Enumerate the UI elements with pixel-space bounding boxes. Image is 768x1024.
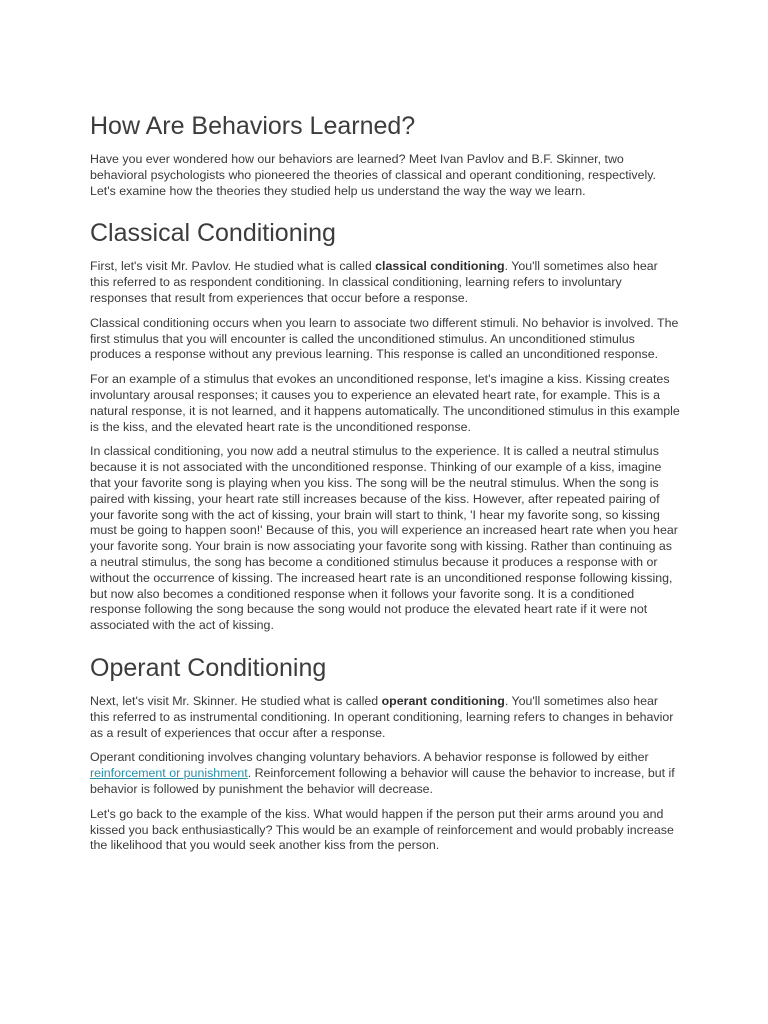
- classical-paragraph-4: In classical conditioning, you now add a neutral stimulus to the experience. It is called a neutral stimulus because it is not associated with the unconditioned response. Thinking of our example of a kiss, imagine that your favorite song is playing when you kiss. The song will be the neutral stimulus. When the song is paired with kissing, your heart rate still increases because of the kiss. However, after repeated pairing of your favorite song with the act of kissing, your brain will start to think, 'I hear my favorite song, so kissing must be going to happen soon!' Because of this, you will experience an increased heart rate when you hear your favorite song. Your brain is now associating your favorite song with kissing. Rather than continuing as a neutral stimulus, the song has become a conditioned stimulus because it produces a response with or without the occurrence of kissing. The increased heart rate is an unconditioned response following kissing, but now also becomes a conditioned response when it follows your favorite song. It is a conditioned response following the song because the song would not produce the elevated heart rate if it were not associated with the act of kissing.: [90, 444, 678, 633]
- classical-paragraph-1: [90, 259, 680, 306]
- classical-p1-text-before: First, let's visit Mr. Pavlov. He studied what is called: [90, 259, 376, 274]
- classical-conditioning-heading: Classical Conditioning: [90, 219, 336, 248]
- reinforcement-punishment-link[interactable]: reinforcement or punishment: [90, 766, 248, 781]
- operant-p2-text-before: Operant conditioning involves changing voluntary behaviors. A behavior response is followed by either: [90, 750, 649, 765]
- intro-paragraph: Have you ever wondered how our behaviors are learned? Meet Ivan Pavlov and B.F. Skinner, two behavioral psychologists who pioneered the theories of classical and operant conditioning, respectively. Let's examine how the theories they studied help us understand the way the way we learn.: [90, 152, 656, 198]
- classical-conditioning-term: classical conditioning: [375, 259, 505, 274]
- operant-p1-text-after: . You'll sometimes also hear this referred to as instrumental conditioning. In operant conditioning, learning refers to changes in behavior as a result of experiences that occur after a response.: [90, 693, 674, 740]
- classical-p1-text-after: . You'll sometimes also hear this referred to as respondent conditioning. In classical conditioning, learning refers to involuntary responses that result from experiences that occur before a response.: [90, 259, 658, 305]
- page-title: How Are Behaviors Learned?: [90, 112, 416, 140]
- operant-conditioning-heading: Operant Conditioning: [90, 653, 327, 682]
- classical-paragraph-2: Classical conditioning occurs when you learn to associate two different stimuli. No behavior is involved. The first stimulus that you will encounter is called the unconditioned stimulus. An unconditioned stimulus produces a response without any previous learning. This response is called an unconditioned response.: [90, 315, 679, 362]
- operant-paragraph-3: Let's go back to the example of the kiss. What would happen if the person put their arms around you and kissed you back enthusiastically? This would be an example of reinforcement and would probably increase the likelihood that you would seek another kiss from the person.: [90, 806, 674, 853]
- operant-p1-text-before: Next, let's visit Mr. Skinner. He studied what is called: [90, 693, 382, 708]
- operant-conditioning-term: operant conditioning: [381, 693, 505, 708]
- operant-p2-text-after: . Reinforcement following a behavior will cause the behavior to increase, but if behavior is followed by punishment the behavior will decrease.: [90, 766, 675, 796]
- document-page: [90, 110, 680, 863]
- operant-paragraph-1: [90, 694, 680, 741]
- operant-paragraph-2: [90, 750, 680, 797]
- classical-paragraph-3: For an example of a stimulus that evokes an unconditioned response, let's imagine a kiss. Kissing creates involuntary arousal responses; it causes you to experience an elevated heart rate, for example. This is a natural response, it is not learned, and it happens automatically. The unconditioned stimulus in this example is the kiss, and the elevated heart rate is the unconditioned response.: [90, 372, 680, 434]
